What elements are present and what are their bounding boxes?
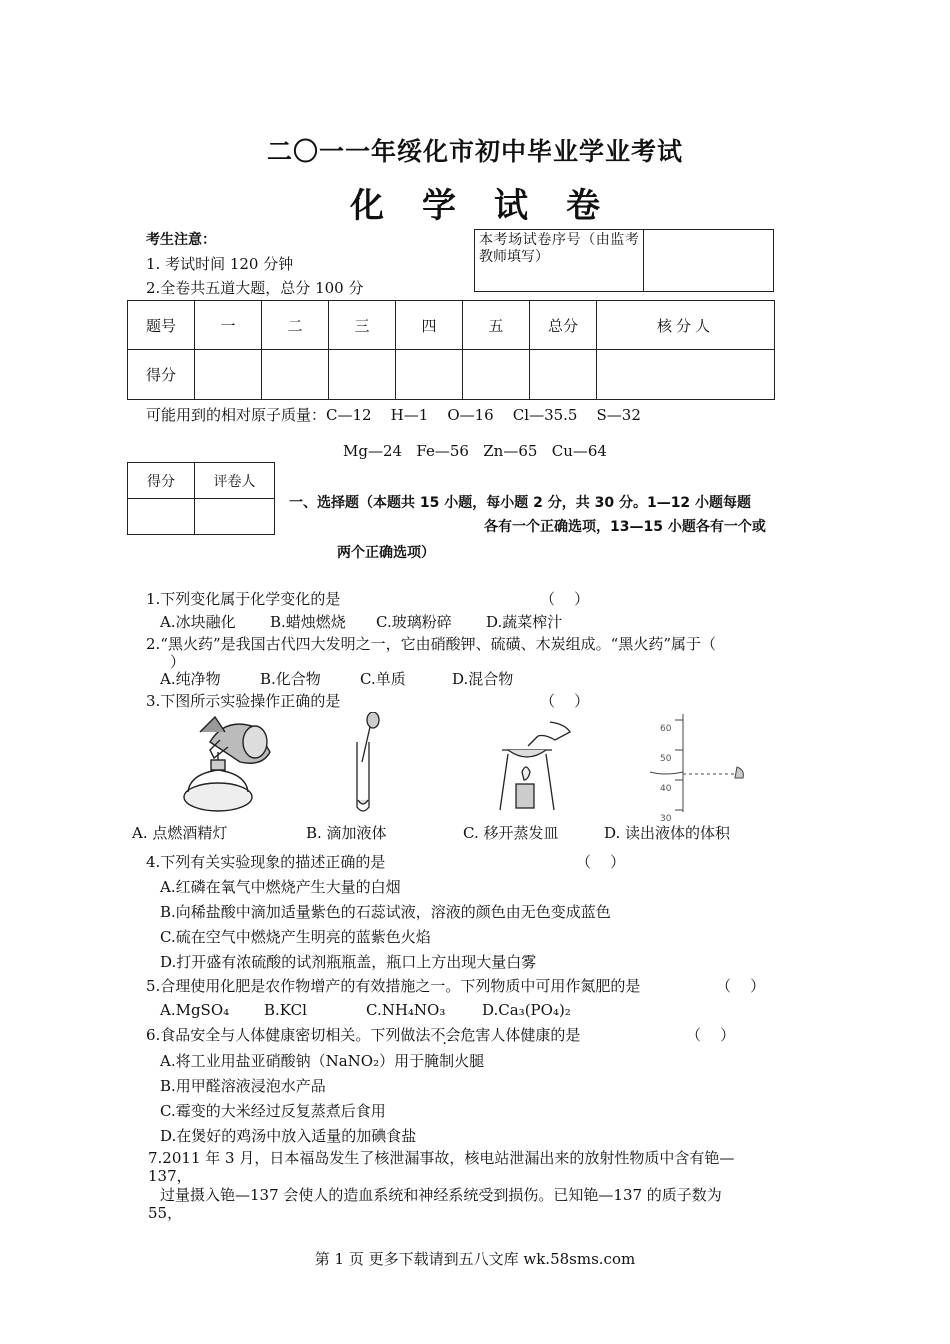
q1-opt-a: A.冰块融化 [160, 613, 236, 631]
q6-opt-c: C.霉变的大米经过反复蒸煮后食用 [160, 1102, 386, 1120]
q2-stem: 2.“黑火药”是我国古代四大发明之一，它由硝酸钾、硫磺、木炭组成。“黑火药”属于（ [146, 635, 716, 653]
q3-stem: 3.下图所示实验操作正确的是 [146, 692, 341, 710]
q4-opt-c: C.硫在空气中燃烧产生明亮的蓝紫色火焰 [160, 928, 431, 946]
seat-number-box [474, 229, 774, 292]
grader-box [127, 462, 275, 535]
q1-blank[interactable]: （ ） [540, 590, 590, 608]
q2-stem-cont: ） [170, 653, 186, 671]
score-header-cell: 二 [262, 301, 329, 350]
q1-opt-d: D.蔬菜榨汁 [486, 613, 563, 631]
q6-opt-a: A.将工业用盐亚硝酸钠（NaNO₂）用于腌制火腿 [160, 1052, 485, 1070]
grader-score-field[interactable] [128, 499, 195, 535]
score-cell[interactable] [597, 350, 775, 400]
q2-opt-a: A.纯净物 [160, 670, 221, 688]
q4-opt-b: B.向稀盐酸中滴加适量紫色的石蕊试液，溶液的颜色由无色变成蓝色 [160, 903, 611, 921]
q5-opt-b: B.KCl [264, 1001, 307, 1019]
score-table [127, 300, 775, 400]
exam-subtitle: 化学试卷 [350, 186, 638, 226]
score-cell[interactable] [396, 350, 463, 400]
score-cell[interactable] [195, 350, 262, 400]
q6-stem-c: 危害人体健康的是 [460, 1026, 581, 1044]
notice-heading: 考生注意： [146, 232, 216, 248]
seat-number-label: 本考场试卷序号（由监考教师填写） [475, 230, 644, 292]
test-tube-dropper-figure [340, 712, 390, 817]
cylinder-ticks [660, 714, 671, 834]
cylinder-tick-label: 60 [660, 724, 672, 734]
q7-line4: 55， [148, 1204, 183, 1222]
notice-item-1: 1. 考试时间 120 分钟 [146, 255, 294, 273]
section1-heading-l1: 一、选择题（本题共 15 小题，每小题 2 分，共 30 分。1—12 小题每题 [289, 495, 752, 511]
q5-opt-c: C.NH₄NO₃ [366, 1001, 446, 1019]
q7-line3: 过量摄入铯—137 会使人的造血系统和神经系统受到损伤。已知铯—137 的质子数为 [160, 1186, 722, 1204]
seat-number-field[interactable] [644, 230, 774, 292]
notice-item-2: 2.全卷共五道大题，总分 100 分 [146, 279, 364, 297]
q6-stem [146, 1024, 580, 1045]
grader-name-field[interactable] [195, 499, 275, 535]
q2-opt-c: C.单质 [360, 670, 406, 688]
q2-opt-b: B.化合物 [260, 670, 321, 688]
q7-line1: 7.2011 年 3 月，日本福岛发生了核泄漏事故，核电站泄漏出来的放射性物质中含有铯— [148, 1149, 735, 1167]
q2-opt-d: D.混合物 [452, 670, 514, 688]
score-cell[interactable] [530, 350, 597, 400]
section1-heading-l3: 两个正确选项） [337, 545, 435, 561]
q4-opt-d: D.打开盛有浓硫酸的试剂瓶瓶盖，瓶口上方出现大量白雾 [160, 953, 537, 971]
exam-title: 二〇一一年绥化市初中毕业学业考试 [266, 137, 683, 166]
q6-stem-a: 6.食品安全与人体健康密切相关。下列做法 [146, 1026, 431, 1044]
q5-blank[interactable]: （ ） [716, 977, 766, 995]
q6-opt-b: B.用甲醛溶液浸泡水产品 [160, 1077, 326, 1095]
q4-opt-a: A.红磷在氧气中燃烧产生大量的白烟 [160, 878, 401, 896]
score-cell[interactable] [329, 350, 396, 400]
q3-caption-b: B. 滴加液体 [306, 824, 387, 842]
q3-caption-d: D. 读出液体的体积 [604, 824, 731, 842]
score-header-cell: 总分 [530, 301, 597, 350]
q1-opt-c: C.玻璃粉碎 [376, 613, 452, 631]
q6-opt-d: D.在煲好的鸡汤中放入适量的加碘食盐 [160, 1127, 417, 1145]
q1-opt-b: B.蜡烛燃烧 [270, 613, 346, 631]
q6-blank[interactable]: （ ） [686, 1026, 736, 1044]
score-header-cell: 四 [396, 301, 463, 350]
score-cell[interactable] [262, 350, 329, 400]
q1-stem: 1.下列变化属于化学变化的是 [146, 590, 341, 608]
q3-caption-a: A. 点燃酒精灯 [132, 824, 228, 842]
grader-name-label: 评卷人 [195, 463, 275, 499]
atomic-masses-line1: 可能用到的相对原子质量：C—12 H—1 O—16 Cl—35.5 S—32 [146, 406, 641, 424]
cylinder-tick-label: 50 [660, 754, 672, 764]
cylinder-tick-label: 30 [660, 814, 672, 824]
score-header-cell: 三 [329, 301, 396, 350]
score-header-cell: 五 [463, 301, 530, 350]
alcohol-lamp-figure [170, 712, 280, 817]
score-header-cell: 一 [195, 301, 262, 350]
q4-stem: 4.下列有关实验现象的描述正确的是 [146, 853, 386, 871]
q7-line2: 137， [148, 1167, 192, 1185]
evaporating-dish-figure [490, 712, 575, 817]
score-cell[interactable] [463, 350, 530, 400]
cylinder-tick-label: 40 [660, 784, 672, 794]
score-header-cell: 题号 [128, 301, 195, 350]
page-footer: 第 1 页 更多下载请到五八文库 wk.58sms.com [314, 1250, 636, 1268]
atomic-masses-line2: Mg—24 Fe—56 Zn—65 Cu—64 [343, 442, 607, 460]
q5-stem: 5.合理使用化肥是农作物增产的有效措施之一。下列物质中可用作氮肥的是 [146, 977, 641, 995]
q3-caption-c: C. 移开蒸发皿 [463, 824, 559, 842]
q4-blank[interactable]: （ ） [576, 853, 626, 871]
q5-opt-d: D.Ca₃(PO₄)₂ [482, 1001, 571, 1019]
q5-opt-a: A.MgSO₄ [160, 1001, 230, 1019]
score-header-cell: 核分人 [597, 301, 775, 350]
q6-stem-emphasis: 不会 [430, 1026, 461, 1044]
section1-heading-l2: 各有一个正确选项，13—15 小题各有一个或 [484, 519, 766, 535]
score-row-label: 得分 [128, 350, 195, 400]
q3-blank[interactable]: （ ） [540, 692, 590, 710]
grader-score-label: 得分 [128, 463, 195, 499]
